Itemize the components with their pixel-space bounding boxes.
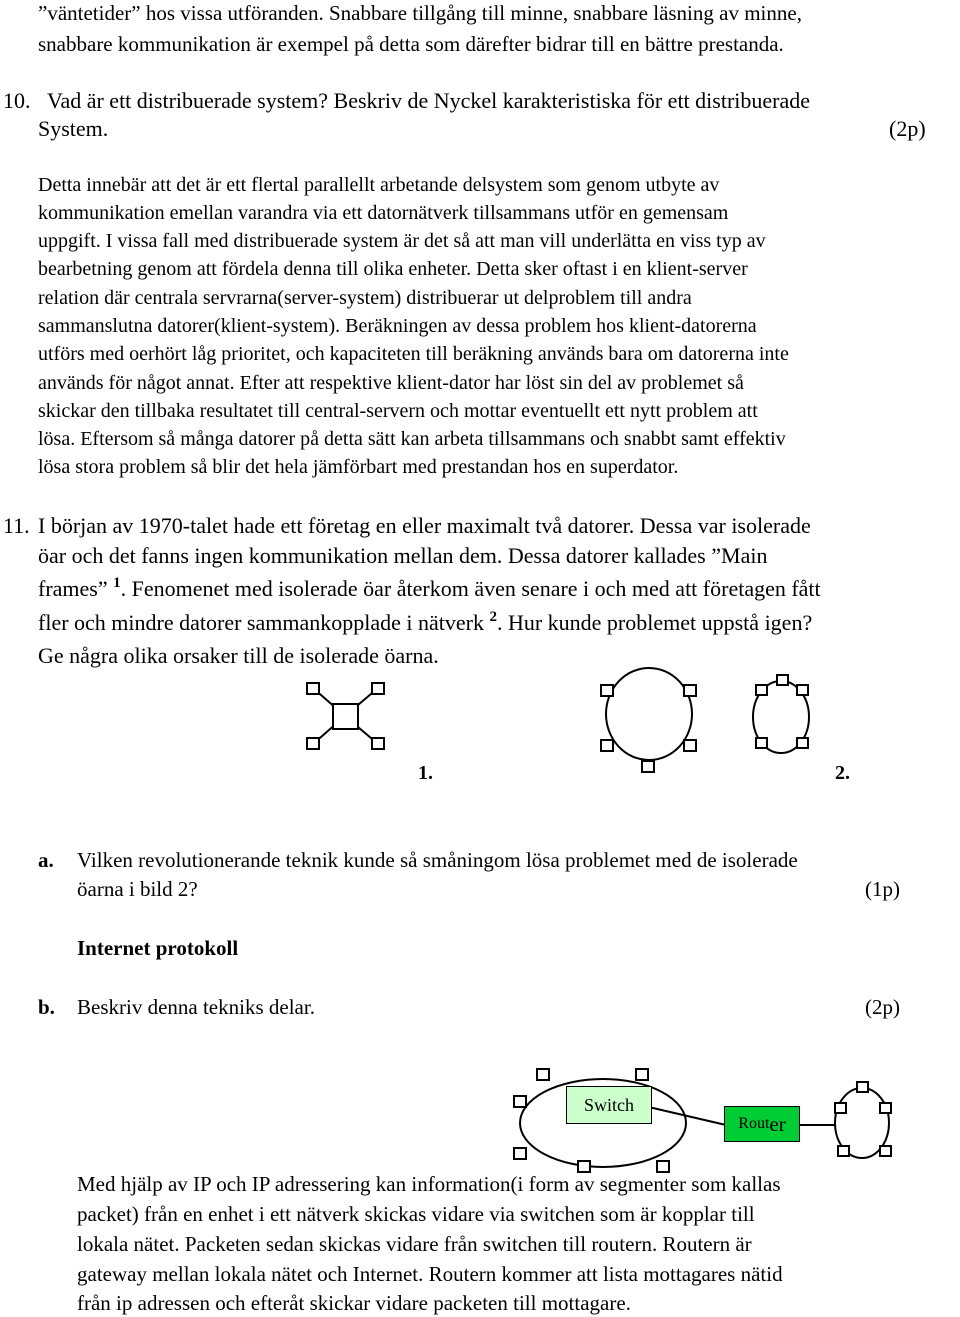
q11-line-4 bbox=[38, 609, 813, 635]
subquestion-a-points: (1p) bbox=[865, 877, 900, 901]
q10-points: (2p) bbox=[889, 116, 926, 141]
q11-line-5: Ge några olika orsaker till de isolerade öarna. bbox=[38, 643, 439, 668]
q10-answer-line: utförs med oerhört låg prioritet, och kapaciteten till beräkning används bara om datorerna inte bbox=[38, 343, 789, 365]
router-label-big: er bbox=[769, 1111, 786, 1136]
star-network-diagram bbox=[307, 683, 384, 749]
b-answer-line: Med hjälp av IP och IP adressering kan information(i form av segmenter som kallas bbox=[77, 1172, 781, 1196]
b-answer-line: från ip adressen och efteråt skickar vidare packeten till mottagare. bbox=[77, 1291, 631, 1315]
q10-answer-line: sammanslutna datorer(klient-system). Beräkningen av dessa problem hos klient-datorerna bbox=[38, 315, 757, 337]
q10-answer-line: bearbetning genom att fördela denna till olika enheter. Detta sker oftast i en klient-server bbox=[38, 258, 748, 280]
subquestion-a-line-2: öarna i bild 2? bbox=[77, 877, 198, 901]
figure-label-1: 1. bbox=[418, 762, 433, 784]
router-label-small: Rout bbox=[738, 1115, 770, 1132]
q11-line-3 bbox=[38, 575, 821, 601]
q11-number: 11. bbox=[3, 513, 30, 538]
b-answer-line: lokala nätet. Packeten sedan skickas vidare från switchen till routern. Routern är bbox=[77, 1232, 752, 1256]
subquestion-b-label: b. bbox=[38, 995, 55, 1019]
b-answer-line: packet) från en enhet i ett nätverk skickas vidare via switchen som är kopplar till bbox=[77, 1202, 755, 1226]
ring-network-diagram bbox=[601, 668, 696, 772]
q10-answer-line: relation där centrala servrarna(server-system) distribuerar ut delproblem till andra bbox=[38, 287, 692, 309]
hub-node bbox=[333, 704, 358, 729]
small-ring-network-diagram bbox=[753, 675, 809, 753]
footnote-1: 1 bbox=[113, 575, 121, 591]
q10-answer-line: skickar den tillbaka resultatet till central-servern och mottar eventuellt ett nytt problem att bbox=[38, 400, 758, 422]
star-node bbox=[307, 683, 319, 694]
figure-label-2: 2. bbox=[835, 762, 850, 784]
subquestion-b-line: Beskriv denna tekniks delar. bbox=[77, 995, 315, 1019]
subquestion-a-line-1: Vilken revolutionerande teknik kunde så småningom lösa problemet med de isolerade bbox=[77, 848, 798, 872]
q10-answer-line: lösa. Eftersom så många datorer på detta sätt kan arbeta tillsammans och snabbt samt effektiv bbox=[38, 428, 786, 450]
q10-question-line-2: System. bbox=[38, 116, 109, 141]
b-answer-line: gateway mellan lokala nätet och Internet. Routern kommer att lista mottagares nätid bbox=[77, 1262, 783, 1286]
subquestion-b-points: (2p) bbox=[865, 995, 900, 1019]
subquestion-a-label: a. bbox=[38, 848, 54, 872]
switch-label: Switch bbox=[583, 1094, 634, 1115]
switch-box bbox=[566, 1086, 652, 1124]
q11-line-4a: fler och mindre datorer sammankopplade i nätverk bbox=[38, 610, 484, 635]
footnote-2: 2 bbox=[489, 609, 497, 625]
intro-line-1: ”väntetider” hos vissa utföranden. Snabbare tillgång till minne, snabbare läsning av minne, bbox=[38, 1, 802, 25]
star-node bbox=[372, 683, 384, 694]
star-node bbox=[307, 738, 319, 749]
star-node bbox=[372, 738, 384, 749]
router-box bbox=[724, 1106, 800, 1142]
q11-line-4b: . Hur kunde problemet uppstå igen? bbox=[496, 610, 813, 635]
q11-line-3a: frames” bbox=[38, 576, 108, 601]
q10-answer-line: Detta innebär att det är ett flertal parallellt arbetande delsystem som genom utbyte av bbox=[38, 174, 720, 196]
q11-line-1: I början av 1970-talet hade ett företag en eller maximalt två datorer. Dessa var isolerade bbox=[38, 513, 811, 538]
q10-answer-line: används för något annat. Efter att respektive klient-dator har löst sin del av problemet så bbox=[38, 372, 744, 394]
q10-answer-line: lösa stora problem så blir det hela jämförbart med prestandan hos en superdator. bbox=[38, 456, 679, 478]
q11-line-2: öar och det fanns ingen kommunikation mellan dem. Dessa datorer kallades ”Main bbox=[38, 543, 768, 568]
q10-answer-line: uppgift. I vissa fall med distribuerade system är det så att man vill underlätta en viss typ av bbox=[38, 230, 766, 252]
q10-answer-line: kommunikation emellan varandra via ett datornätverk tillsammans utför en gemensam bbox=[38, 202, 729, 224]
intro-line-2: snabbare kommunikation är exempel på detta som därefter bidrar till en bättre prestanda. bbox=[38, 32, 784, 56]
q11-line-3b: . Fenomenet med isolerade öar återkom även senare i och med att företagen fått bbox=[120, 576, 821, 601]
q10-question-line-1: Vad är ett distribuerade system? Beskriv de Nyckel karakteristiska för ett distribuerade bbox=[47, 88, 811, 113]
q10-number: 10. bbox=[3, 88, 31, 113]
subquestion-a-answer: Internet protokoll bbox=[77, 936, 239, 960]
